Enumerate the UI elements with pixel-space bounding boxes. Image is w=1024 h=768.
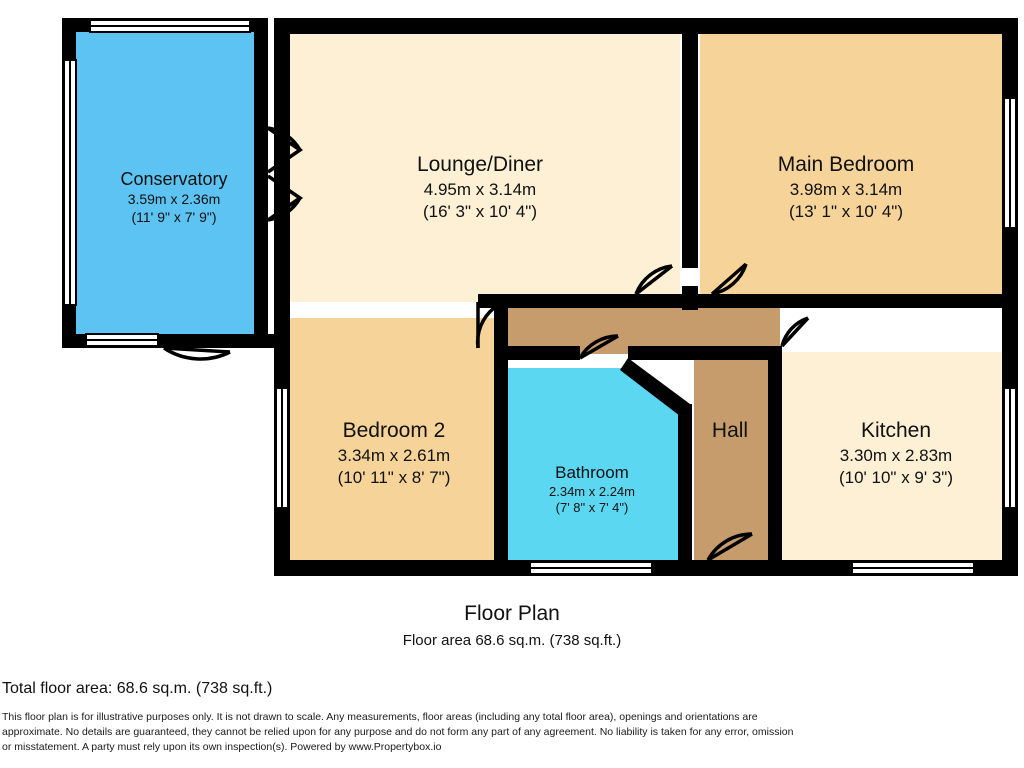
door-conservatory-exterior bbox=[164, 348, 230, 352]
room-dim-metric-lounge-diner: 4.95m x 3.14m bbox=[423, 179, 537, 199]
room-name-hall: Hall bbox=[711, 419, 749, 442]
room-name-main-bedroom: Main Bedroom bbox=[777, 153, 915, 176]
wall-lounge-hall bbox=[478, 294, 690, 308]
plan-caption bbox=[0, 602, 1024, 649]
room-dim-metric-conservatory: 3.59m x 2.36m bbox=[127, 191, 221, 208]
total-floor-area: Total floor area: 68.6 sq.m. (738 sq.ft.) bbox=[2, 680, 273, 697]
room-dim-imperial-bedroom-2: (10' 11" x 8' 7") bbox=[337, 467, 451, 487]
room-name-bathroom: Bathroom bbox=[555, 463, 629, 482]
room-dim-metric-bathroom: 2.34m x 2.24m bbox=[549, 483, 635, 499]
wall-hall-kitchen bbox=[768, 346, 782, 572]
room-fill-conservatory bbox=[72, 26, 257, 346]
room-dim-imperial-kitchen: (10' 10" x 9' 3") bbox=[838, 467, 953, 487]
wall-bathroom-right bbox=[678, 404, 692, 572]
room-fill-hall-leg bbox=[694, 352, 780, 566]
wall-conservatory-right bbox=[254, 18, 268, 348]
wall-mainbed-hall bbox=[690, 294, 1018, 308]
plan-caption-title: Floor Plan bbox=[464, 602, 560, 625]
room-name-kitchen: Kitchen bbox=[860, 419, 932, 442]
room-dim-imperial-main-bedroom: (13' 1" x 10' 4") bbox=[788, 201, 903, 221]
room-fill-main-bedroom bbox=[700, 32, 1012, 302]
room-dim-imperial-bathroom: (7' 8" x 7' 4") bbox=[555, 500, 629, 516]
room-dim-imperial-lounge-diner: (16' 3" x 10' 4") bbox=[422, 201, 537, 221]
plan-caption-subtitle: Floor area 68.6 sq.m. (738 sq.ft.) bbox=[402, 632, 622, 649]
wall-hall-top bbox=[494, 346, 580, 360]
room-dim-metric-kitchen: 3.30m x 2.83m bbox=[839, 445, 953, 465]
door-kitchen bbox=[782, 318, 808, 346]
room-dim-imperial-conservatory: (11' 9" x 7' 9") bbox=[131, 208, 217, 225]
room-fill-bedroom-2 bbox=[288, 318, 500, 566]
room-name-conservatory: Conservatory bbox=[120, 169, 228, 189]
wall-main-top bbox=[274, 18, 1018, 34]
room-fill-lounge-diner bbox=[288, 32, 680, 302]
room-dim-metric-main-bedroom: 3.98m x 3.14m bbox=[789, 179, 903, 199]
room-fill-kitchen bbox=[780, 352, 1012, 566]
room-name-lounge-diner: Lounge/Diner bbox=[416, 153, 544, 176]
disclaimer-text: This floor plan is for illustrative purposes only. It is not drawn to scale. Any measurements, floor areas (including any total floor area), openings and orientations are approximate. No details are guaranteed, they cannot be relied upon for any purpose and do not form any part of any agreement. No liability is taken for any error, omission or misstatement. A party must rely upon its own inspection(s). Powered by www.Propertybox.io bbox=[2, 711, 794, 754]
room-dim-metric-bedroom-2: 3.34m x 2.61m bbox=[337, 445, 451, 465]
room-name-bedroom-2: Bedroom 2 bbox=[342, 419, 446, 442]
wall-hall-top-right bbox=[628, 346, 780, 360]
wall-bedroom2-bathroom bbox=[494, 300, 508, 570]
wall-lounge-mainbed bbox=[682, 18, 698, 268]
